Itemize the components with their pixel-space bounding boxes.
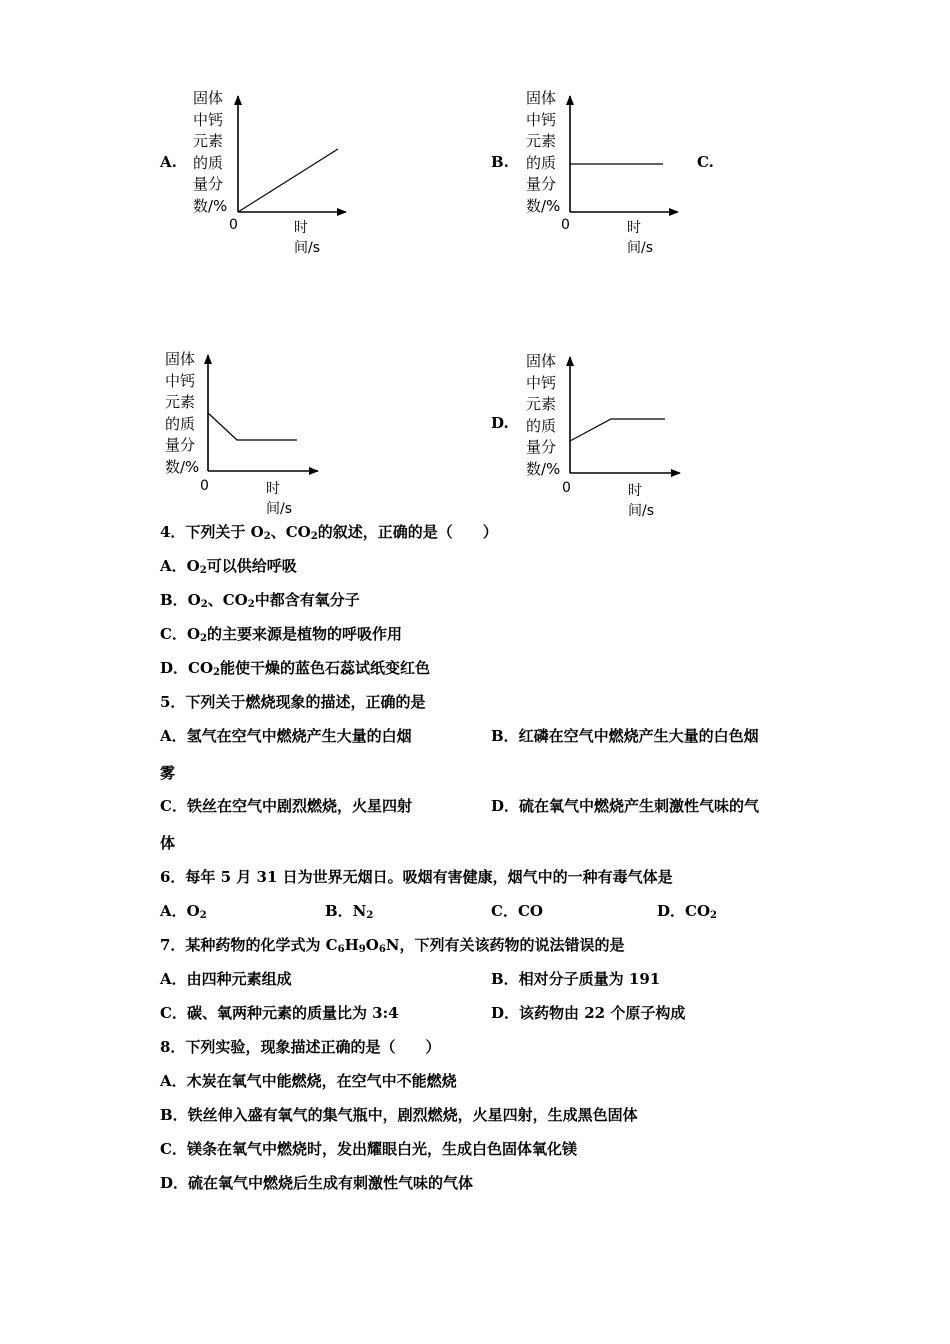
q5-option-b[interactable]: B．红磷在空气中燃烧产生大量的白色烟 bbox=[491, 727, 759, 745]
option-letter-b: B. bbox=[491, 153, 509, 171]
q8-option-d[interactable]: D．硫在氧气中燃烧后生成有刺激性气味的气体 bbox=[160, 1174, 474, 1192]
option-letter-c: C. bbox=[697, 153, 714, 171]
q5-option-d-wrap: 体 bbox=[160, 834, 176, 852]
q4-option-c[interactable]: C．$O_2$的主要来源是植物的呼吸作用 bbox=[160, 625, 402, 644]
graph-c-ylabel: 固体 中钙 元素 的质 量分 数/% bbox=[165, 350, 200, 476]
q5-option-a[interactable]: A．氢气在空气中燃烧产生大量的白烟 bbox=[160, 727, 412, 745]
q8-option-a[interactable]: A．木炭在氧气中能燃烧，在空气中不能燃烧 bbox=[160, 1072, 457, 1090]
q6-stem: 6．每年 5 月 31 日为世界无烟日。吸烟有害健康，烟气中的一种有毒气体是 bbox=[160, 868, 673, 886]
option-letter-a: A. bbox=[160, 153, 177, 171]
graph-c-curve bbox=[208, 413, 297, 440]
q5-option-b-wrap: 雾 bbox=[160, 764, 176, 782]
graph-d-ylabel: 固体 中钙 元素 的质 量分 数/% bbox=[526, 352, 561, 478]
graph-a-ylabel: 固体 中钙 元素 的质 量分 数/% bbox=[193, 89, 228, 215]
graph-b-ylabel: 固体 中钙 元素 的质 量分 数/% bbox=[526, 89, 561, 215]
graph-c-xlabel: 时间/s bbox=[266, 481, 293, 517]
q6-option-c[interactable]: C．CO bbox=[491, 902, 543, 920]
q7-option-c[interactable]: C．碳、氧两种元素的质量比为 3:4 bbox=[160, 1004, 399, 1022]
q5-option-c[interactable]: C．铁丝在空气中剧烈燃烧，火星四射 bbox=[160, 797, 412, 815]
q6-option-d[interactable]: D．$CO_2$ bbox=[657, 902, 717, 921]
graph-d-curve bbox=[570, 419, 665, 441]
graph-a-xlabel: 时间/s bbox=[294, 220, 321, 256]
graph-b-origin: 0 bbox=[561, 217, 570, 233]
q8-option-c[interactable]: C．镁条在氧气中燃烧时，发出耀眼白光，生成白色固体氧化镁 bbox=[160, 1140, 577, 1158]
q5-stem: 5．下列关于燃烧现象的描述，正确的是 bbox=[160, 693, 426, 711]
graphs-svg bbox=[0, 0, 950, 520]
graph-b-xlabel: 时间/s bbox=[627, 220, 654, 256]
q4-option-d[interactable]: D．$CO_2$能使干燥的蓝色石蕊试纸变红色 bbox=[160, 659, 430, 678]
q4-option-b[interactable]: B．$O_2$、$CO_2$中都含有氧分子 bbox=[160, 591, 360, 610]
q8-option-b[interactable]: B．铁丝伸入盛有氧气的集气瓶中，剧烈燃烧，火星四射，生成黑色固体 bbox=[160, 1106, 638, 1124]
q5-option-d[interactable]: D．硫在氧气中燃烧产生刺激性气味的气 bbox=[491, 797, 760, 815]
option-letter-d: D. bbox=[491, 414, 509, 432]
q4-stem: 4．下列关于 $O_2$、$CO_2$的叙述，正确的是（ ） bbox=[160, 523, 498, 542]
q7-stem: 7．某种药物的化学式为 $C_6H_9O_6N$，下列有关该药物的说法错误的是 bbox=[160, 936, 625, 955]
q6-option-b[interactable]: B．$N_2$ bbox=[325, 902, 374, 921]
graph-d-xlabel: 时间/s bbox=[628, 483, 655, 519]
q7-option-b[interactable]: B．相对分子质量为 191 bbox=[491, 970, 661, 988]
graph-a-curve bbox=[238, 149, 338, 212]
graph-a-origin: 0 bbox=[229, 217, 238, 233]
q8-stem: 8．下列实验，现象描述正确的是（ ） bbox=[160, 1038, 441, 1056]
graph-d-origin: 0 bbox=[562, 480, 571, 496]
q7-option-a[interactable]: A．由四种元素组成 bbox=[160, 970, 292, 988]
graph-c-origin: 0 bbox=[200, 478, 209, 494]
q6-option-a[interactable]: A．$O_2$ bbox=[160, 902, 207, 921]
q4-option-a[interactable]: A．$O_2$可以供给呼吸 bbox=[160, 557, 297, 576]
q7-option-d[interactable]: D．该药物由 22 个原子构成 bbox=[491, 1004, 686, 1022]
